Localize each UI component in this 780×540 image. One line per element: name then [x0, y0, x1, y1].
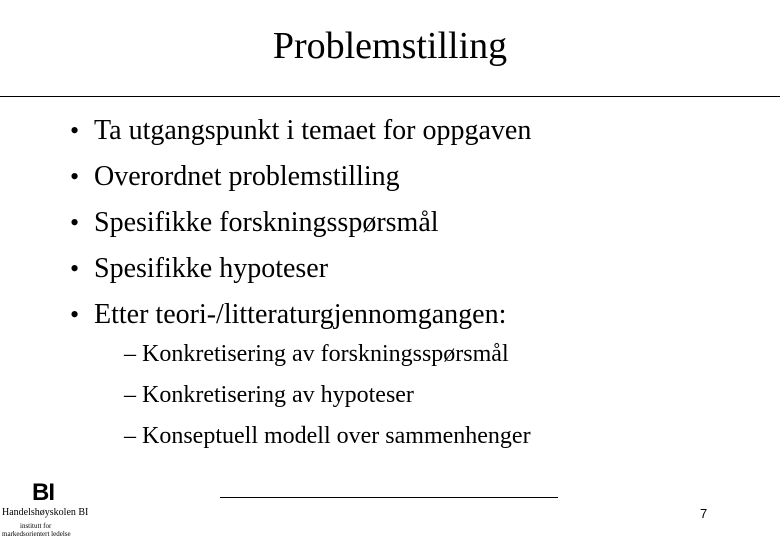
bullet-symbol: • [70, 208, 80, 237]
sub-bullet-symbol: – [124, 341, 136, 367]
bullet-symbol: • [70, 300, 80, 329]
logo-institute-line2: markedsorientert ledelse [2, 530, 71, 538]
footer-divider [220, 497, 558, 498]
sub-bullet-text: Konkretisering av forskningsspørsmål [142, 341, 509, 367]
sub-bullet-symbol: – [124, 382, 136, 408]
bullet-symbol: • [70, 162, 80, 191]
bullet-item [70, 292, 531, 338]
bullet-symbol: • [70, 116, 80, 145]
bullet-item [70, 246, 531, 292]
bi-logo [2, 480, 94, 540]
bullet-item [70, 200, 531, 246]
page-number: 7 [700, 506, 708, 521]
bullet-text: Overordnet problemstilling [94, 161, 400, 192]
bullet-text: Spesifikke hypoteser [94, 253, 329, 284]
sub-bullet-item [124, 416, 531, 457]
logo-school-name: Handelshøyskolen BI [2, 507, 89, 518]
sub-bullet-text: Konkretisering av hypoteser [142, 382, 414, 408]
sub-bullet-text: Konseptuell modell over sammenhenger [142, 423, 531, 449]
sub-bullet-item [124, 375, 531, 416]
logo-institute-line1: institutt for [20, 522, 52, 530]
sub-bullet-symbol: – [124, 423, 136, 449]
bullet-symbol: • [70, 254, 80, 283]
slide-title: Problemstilling [272, 25, 508, 67]
sub-bullet-list [124, 334, 531, 457]
bullet-text: Spesifikke forskningsspørsmål [94, 207, 439, 238]
bullet-text: Etter teori-/litteraturgjennomgangen: [94, 299, 507, 330]
sub-bullet-item [124, 334, 531, 375]
bullet-list [70, 108, 531, 338]
bullet-item [70, 108, 531, 154]
bullet-text: Ta utgangspunkt i temaet for oppgaven [94, 115, 532, 146]
bullet-item [70, 154, 531, 200]
logo-mark: BI [32, 479, 54, 506]
title-divider [0, 96, 780, 97]
